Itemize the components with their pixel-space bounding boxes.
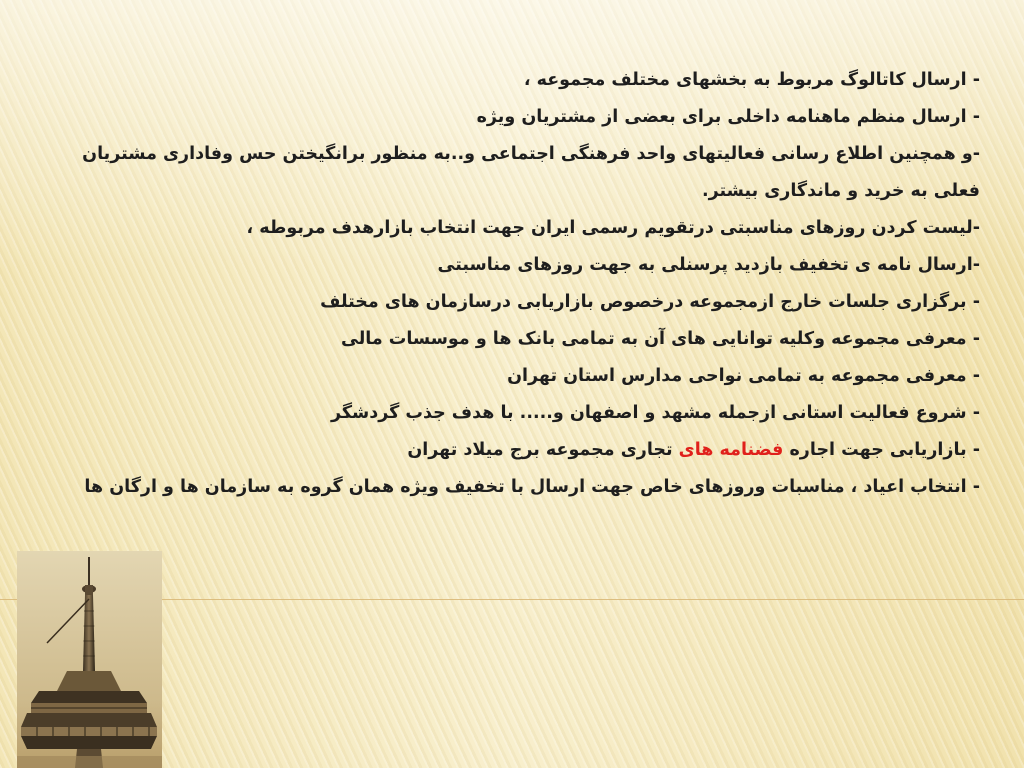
- list-item: - معرفی مجموعه وکلیه توانایی های آن به تمامی بانک ها و موسسات مالی: [340, 329, 980, 349]
- list-item: -ارسال نامه ی تخفیف بازدید پرسنلی به جهت روزهای مناسبتی: [437, 255, 980, 275]
- list-item: -و همچنین اطلاع رسانی فعالیتهای واحد فرهنگی اجتماعی و..به منظور برانگیختن حس وفاداری مشتریان فعلی به خرید و ماندگاری بیشتر.: [82, 144, 980, 201]
- list-item: - معرفی مجموعه به تمامی نواحی مدارس استان تهران: [507, 366, 980, 386]
- list-item: - شروع فعالیت استانی ازجمله مشهد و اصفهان و..... با هدف جذب گردشگر: [330, 403, 980, 423]
- milad-tower-photo: [17, 551, 162, 768]
- list-item-text-after: تجاری مجموعه برج میلاد تهران: [407, 440, 679, 460]
- list-item: - برگزاری جلسات خارج ازمجموعه درخصوص بازاریابی درسازمان های مختلف: [320, 292, 980, 312]
- list-item: -لیست کردن روزهای مناسبتی درتقویم رسمی ایران جهت انتخاب بازارهدف مربوطه ،: [246, 218, 980, 238]
- list-item: [55, 432, 980, 469]
- list-item: - ارسال کاتالوگ مربوط به بخشهای مختلف مجموعه ،: [523, 70, 980, 90]
- highlighted-text: فضنامه های: [678, 440, 784, 460]
- bullet-list: [55, 62, 980, 506]
- list-item-text-before: - بازاریابی جهت اجاره: [783, 440, 980, 460]
- list-item: - ارسال منظم ماهنامه داخلی برای بعضی از مشتریان ویژه: [476, 107, 980, 127]
- list-item: - انتخاب اعیاد ، مناسبات وروزهای خاص جهت ارسال با تخفیف ویژه همان گروه به سازمان ها و ارگان ها: [84, 477, 980, 497]
